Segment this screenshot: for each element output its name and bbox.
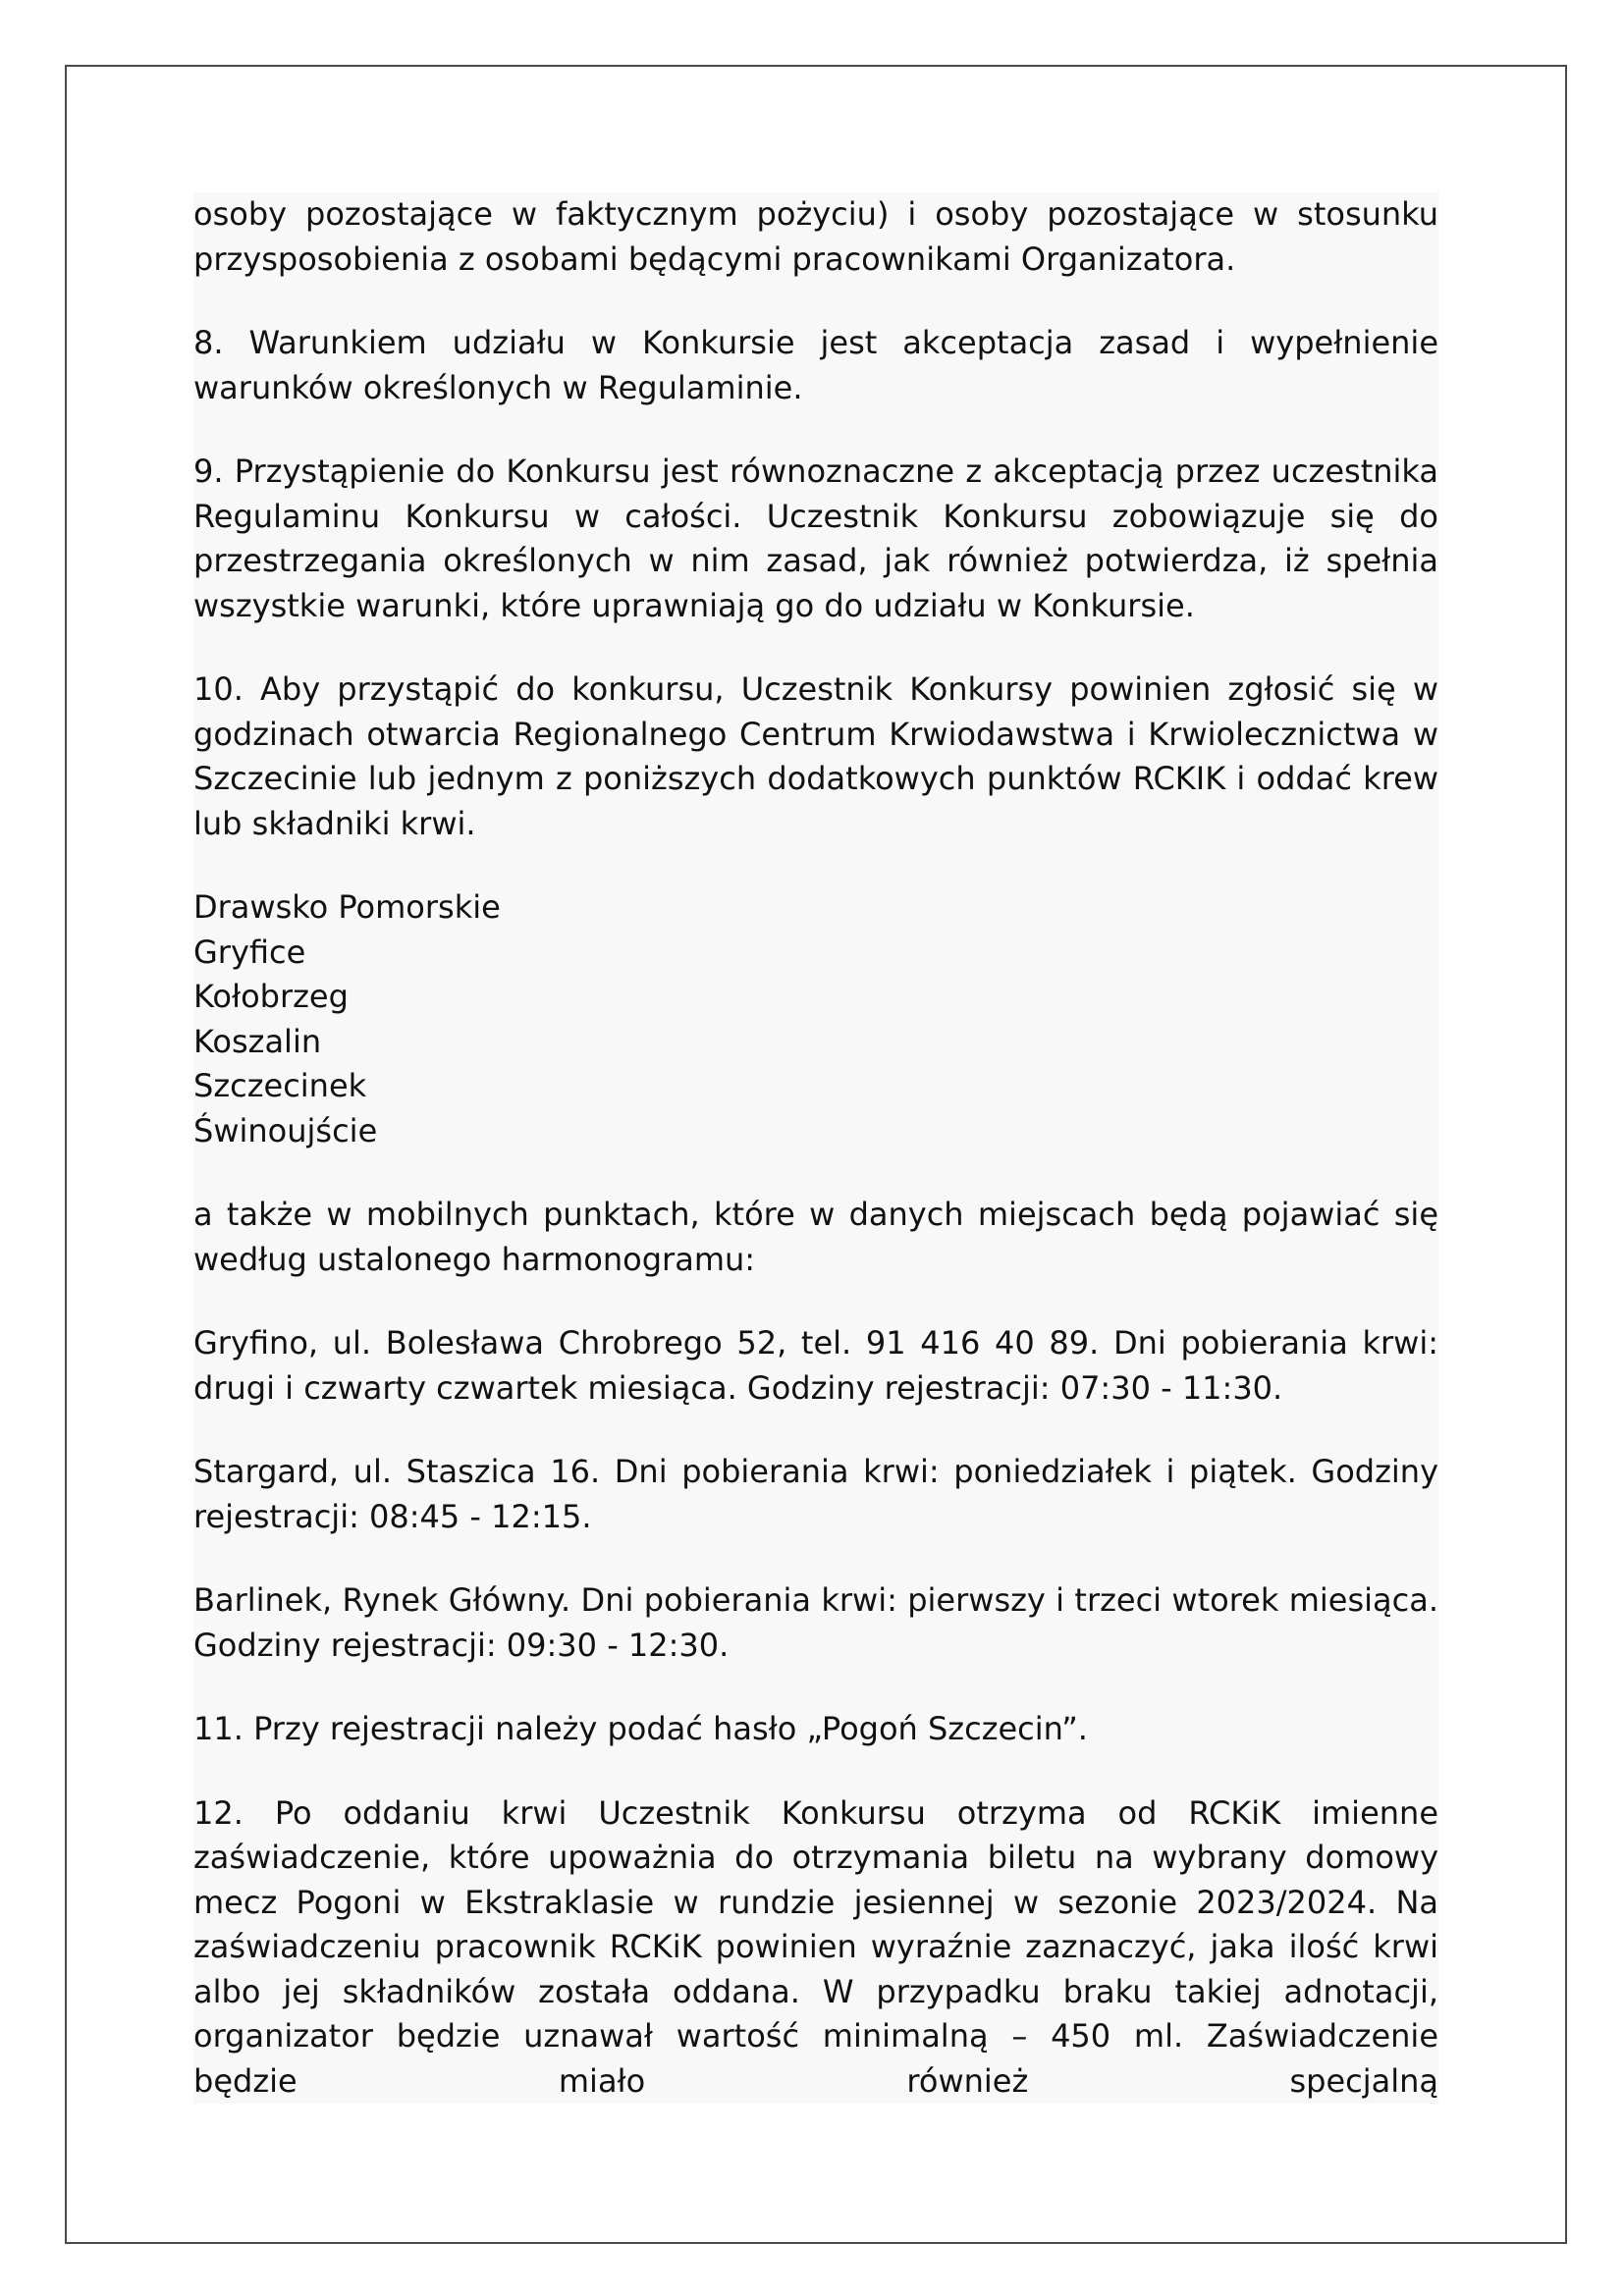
paragraph-8: 8. Warunkiem udziału w Konkursie jest akceptacja zasad i wypełnienie warunków określonych w Regulaminie. <box>193 324 1438 406</box>
city-list <box>193 885 1438 1153</box>
document-body <box>193 192 1438 2104</box>
paragraph-stargard: Stargard, ul. Staszica 16. Dni pobierania krwi: poniedziałek i piątek. Godziny rejestracji: 08:45 - 12:15. <box>193 1453 1438 1535</box>
city-list-item: Gryfice <box>193 933 306 971</box>
city-list-item: Szczecinek <box>193 1067 367 1104</box>
paragraph-12: 12. Po oddaniu krwi Uczestnik Konkursu otrzyma od RCKiK imienne zaświadczenie, które upoważnia do otrzymania biletu na wybrany domowy mecz Pogoni w Ekstraklasie w rundzie jesiennej w sezonie 2023/2024. Na zaświadczeniu pracownik RCKiK powinien wyraźnie zaznaczyć, jaka ilość krwi albo jej składników została oddana. W przypadku braku takiej adnotacji, organizator będzie uznawał wartość minimalną – 450 ml. Zaświadczenie będzie miało również specjalną <box>193 1793 1438 2100</box>
city-list-item: Koszalin <box>193 1022 322 1060</box>
city-list-item: Drawsko Pomorskie <box>193 888 501 926</box>
paragraph-barlinek: Barlinek, Rynek Główny. Dni pobierania krwi: pierwszy i trzeci wtorek miesiąca. Godziny rejestracji: 09:30 - 12:30. <box>193 1581 1438 1664</box>
paragraph-gryfino: Gryfino, ul. Bolesława Chrobrego 52, tel. 91 416 40 89. Dni pobierania krwi: drugi i czwarty czwartek miesiąca. Godziny rejestracji: 07:30 - 11:30. <box>193 1324 1438 1407</box>
paragraph-intro-continuation: osoby pozostające w faktycznym pożyciu) i osoby pozostające w stosunku przysposobienia z osobami będącymi pracownikami Organizatora. <box>193 195 1438 278</box>
paragraph-10: 10. Aby przystąpić do konkursu, Uczestnik Konkursy powinien zgłosić się w godzinach otwarcia Regionalnego Centrum Krwiodawstwa i Krwiolecznictwa w Szczecinie lub jednym z poniższych dodatkowych punktów RCKIK i oddać krew lub składniki krwi. <box>193 670 1438 842</box>
city-list-item: Świnoujście <box>193 1111 378 1149</box>
paragraph-11: 11. Przy rejestracji należy podać hasło „Pogoń Szczecin”. <box>193 1710 1088 1747</box>
city-list-item: Kołobrzeg <box>193 978 349 1015</box>
paragraph-mobile-points: a także w mobilnych punktach, które w danych miejscach będą pojawiać się według ustalonego harmonogramu: <box>193 1196 1438 1278</box>
paragraph-9: 9. Przystąpienie do Konkursu jest równoznaczne z akceptacją przez uczestnika Regulaminu Konkursu w całości. Uczestnik Konkursu zobowiązuje się do przestrzegania określonych w nim zasad, jak również potwierdza, iż spełnia wszystkie warunki, które uprawniają go do udziału w Konkursie. <box>193 453 1438 624</box>
